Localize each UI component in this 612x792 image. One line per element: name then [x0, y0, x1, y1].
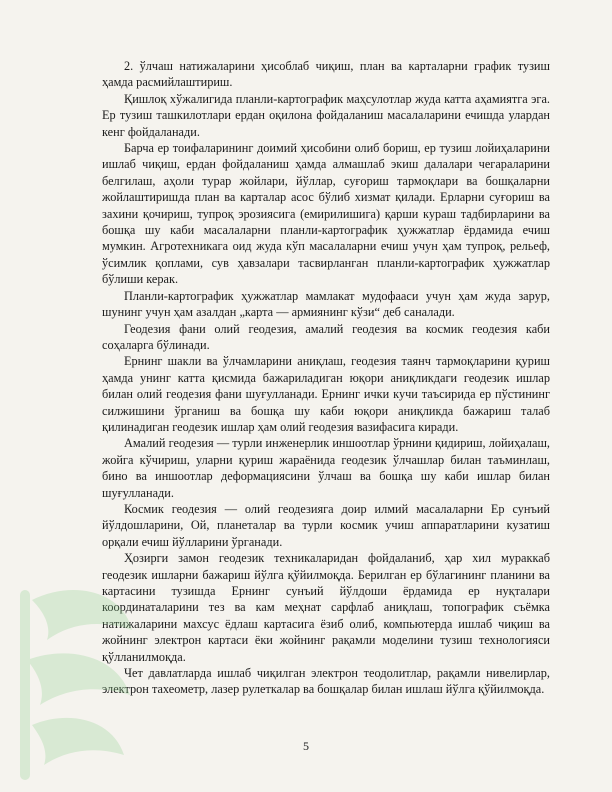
paragraph-2: Қишлоқ хўжалигида планли-картографик маҳсулотлар жуда катта аҳамиятга эга. Ер тузиш ташкилотлари ердан оқилона фойдаланиш масалаларини ечишда улардан кенг фойдаланади. [102, 91, 550, 139]
paragraph-1: 2. ўлчаш натижаларини ҳисоблаб чиқиш, план ва карталарни график тузиш ҳамда расмийлаштириш. [102, 59, 550, 90]
page-number: 5 [303, 739, 309, 753]
paragraph-10: Чет давлатларда ишлаб чиқилган электрон теодолитлар, рақамли нивелирлар, электрон тахеометр, лазер рулеткалар ва бошқалар билан ишлаш йўлга қўйилмоқда. [102, 666, 550, 697]
paragraph-5: Геодезия фани олий геодезия, амалий геодезия ва космик геодезия каби соҳаларга бўлинади. [102, 321, 550, 352]
paragraph-4: Планли-картографик ҳужжатлар мамлакат мудофааси учун ҳам жуда зарур, шунинг учун ҳам азалдан „карта — армиянинг кўзи“ деб саналади. [102, 288, 550, 320]
paragraph-8: Космик геодезия — олий геодезияга доир илмий масалаларни Ер сунъий йўлдошларини, Ой, планеталар ва турли космик учиш аппаратларини кузатиш орқали ечиш йўлларини ўрганади. [102, 501, 550, 549]
paragraph-9: Ҳозирги замон геодезик техникаларидан фойдаланиб, ҳар хил мураккаб геодезик ишларни бажариш йўлга қўйилмоқда. Берилган ер бўлагининг планини ва картасини тузишда Ернинг сунъий йўлдоши ёрдамида ер нуқталари координаталарини тез ва кам меҳнат сарфлаб аниқлаш, топографик съёмка натижаларини махсус ёдлаш картасига ёзиб олиб, компьютерда ишлаб чиқиш ва жойнинг электрон картаси ёки жойнинг рақамли моделини тузиш технологияси қўлланилмоқда. [102, 551, 550, 664]
body-text [102, 58, 550, 698]
paragraph-6: Ернинг шакли ва ўлчамларини аниқлаш, геодезия таянч тармоқларини қуриш ҳамда унинг катта қисмида бажариладиган юқори аниқликдаги геодезик ишлар билан олий геодезия фани шуғулланади. Ернинг ички кучи таъсирида ер пўстининг силжишини ўрганиш ва бошқа шу каби юқори аниқликда бажариш талаб қилинадиган геодезик ишлар ҳам олий геодезия вазифасига киради. [102, 354, 550, 434]
paragraph-3: Барча ер тоифаларининг доимий ҳисобини олиб бориш, ер тузиш лойиҳаларини ишлаб чиқиш, ердан фойдаланиш ҳамда алмашлаб экиш далалари чегараларини белгилаш, аҳоли турар жойлари, йўллар, суғориш тармоқлари ва бошқаларни жойлаштиришда план ва карталар асос бўлиб хизмат қилади. Ерларни суғориш ва захини қочириш, тупроқ эрозиясига (емирилишига) қарши кураш тадбирларини ва бошқа шу каби масалаларни планли-картографик ҳужжатлар ёрдамида ечиш мумкин. Агротехникага оид жуда кўп масалаларни ечиш учун ҳам тупроқ, рельеф, ўсимлик қоплами, сув ҳавзалари тасвирланган планли-картографик ҳужжатлар бўлиши керак. [102, 141, 550, 287]
paragraph-7: Амалий геодезия — турли инженерлик иншоотлар ўрнини қидириш, лойиҳалаш, жойга кўчириш, уларни қуриш жараёнида геодезик ўлчашлар билан таъминлаш, бино ва иншоотлар деформациясини ўлчаш ва бошқа шу каби ишлар билан шуғулланади. [102, 436, 550, 500]
